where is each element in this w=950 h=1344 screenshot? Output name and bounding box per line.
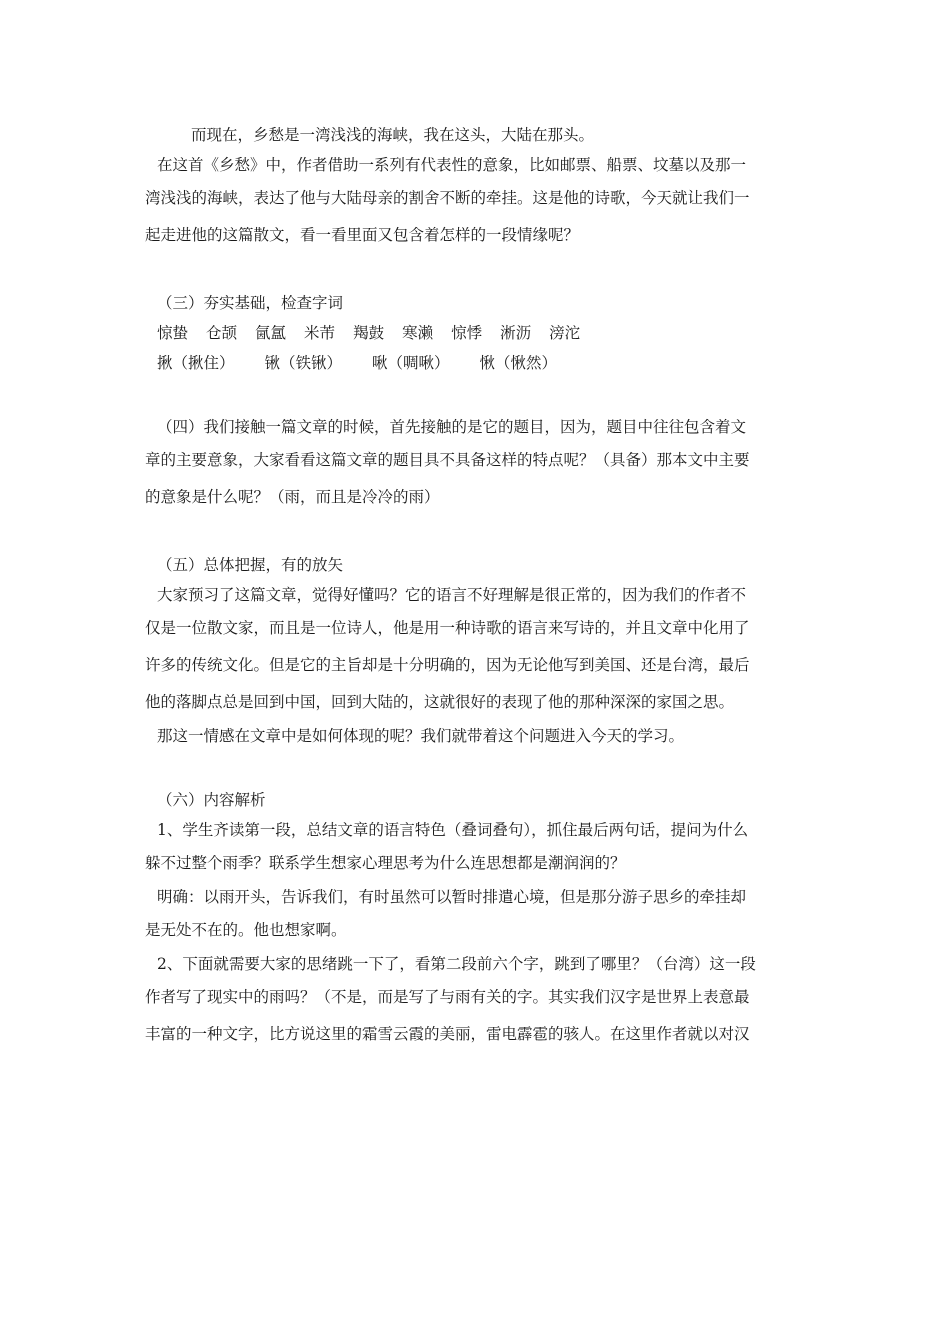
section6-heading: （六）内容解析: [157, 791, 266, 809]
section6-line: 1、学生齐读第一段，总结文章的语言特色（叠词叠句），抓住最后两句话，提问为什么: [157, 821, 749, 839]
section6-line: 2、下面就需要大家的思绪跳一下了，看第二段前六个字，跳到了哪里？（台湾）这一段: [157, 955, 756, 973]
section3-heading: （三）夯实基础，检查字词: [157, 294, 344, 312]
intro-line: 起走进他的这篇散文，看一看里面又包含着怎样的一段情缘呢？: [145, 226, 580, 244]
vocab-word: 淅沥: [500, 324, 532, 342]
vocab-word: 锹（铁锹）: [264, 354, 343, 372]
section6-line: 丰富的一种文字，比方说这里的霜雪云霞的美丽，雷电霹雹的骇人。在这里作者就以对汉: [145, 1025, 750, 1043]
vocab-word: 愀（愀然）: [479, 354, 558, 372]
section5-line: 他的落脚点总是回到中国，回到大陆的，这就很好的表现了他的那种深深的家国之思。: [145, 693, 735, 711]
vocab-word: 惊悸: [451, 324, 483, 342]
paragraph-gap: [145, 254, 807, 288]
paragraph-gap: [145, 751, 807, 785]
section6-line: 明确：以雨开头，告诉我们，有时虽然可以暂时排遣心境，但是那分游子思乡的牵挂却: [157, 888, 747, 906]
section5-line: 那这一情感在文章中是如何体现的呢？我们就带着这个问题进入今天的学习。: [157, 727, 685, 745]
section4-line: （四）我们接触一篇文章的时候，首先接触的是它的题目，因为，题目中往往包含着文: [157, 418, 747, 436]
vocab-word: 啾（啁啾）: [372, 354, 450, 372]
intro-line: 在这首《乡愁》中，作者借助一系列有代表性的意象，比如邮票、船票、坟墓以及那一: [157, 156, 747, 174]
section5-line: 仅是一位散文家，而且是一位诗人，他是用一种诗歌的语言来写诗的，并且文章中化用了: [145, 619, 750, 637]
intro-line: 湾浅浅的海峡，表达了他与大陆母亲的割舍不断的牵挂。这是他的诗歌，今天就让我们一: [145, 189, 750, 207]
section4-line: 的意象是什么呢？（雨，而且是冷冷的雨）: [145, 488, 440, 506]
section4-line: 章的主要意象，大家看看这篇文章的题目具不具备这样的特点呢？（具备）那本文中主要: [145, 451, 750, 469]
vocab-word: 氤氲: [255, 324, 287, 342]
vocab-word: 寒濑: [402, 324, 434, 342]
vocab-row: [145, 348, 807, 378]
vocab-word: 米芾: [304, 324, 336, 342]
paragraph-gap: [145, 516, 807, 550]
section6-line: 作者写了现实中的雨吗？（不是，而是写了与雨有关的字。其实我们汉字是世界上表意最: [145, 988, 750, 1006]
document-page: [145, 120, 807, 1053]
section5-line: 许多的传统文化。但是它的主旨却是十分明确的，因为无论他写到美国、还是台湾，最后: [145, 656, 750, 674]
section5-heading: （五）总体把握，有的放矢: [157, 556, 344, 574]
vocab-row: [145, 318, 807, 348]
vocab-word: 滂沱: [549, 324, 581, 342]
vocab-word: 惊蛰: [157, 324, 189, 342]
section6-line: 是无处不在的。他也想家啊。: [145, 921, 347, 939]
vocab-word: 羯鼓: [353, 324, 385, 342]
poem-line: 而现在，乡愁是一湾浅浅的海峡，我在这头，大陆在那头。: [191, 126, 595, 144]
vocab-word: 仓颉: [206, 324, 238, 342]
section6-line: 躲不过整个雨季？联系学生想家心理思考为什么连思想都是潮润润的？: [145, 854, 626, 872]
vocab-word: 揪（揪住）: [157, 354, 235, 372]
paragraph-gap: [145, 378, 807, 412]
section5-line: 大家预习了这篇文章，觉得好懂吗？它的语言不好理解是很正常的，因为我们的作者不: [157, 586, 747, 604]
